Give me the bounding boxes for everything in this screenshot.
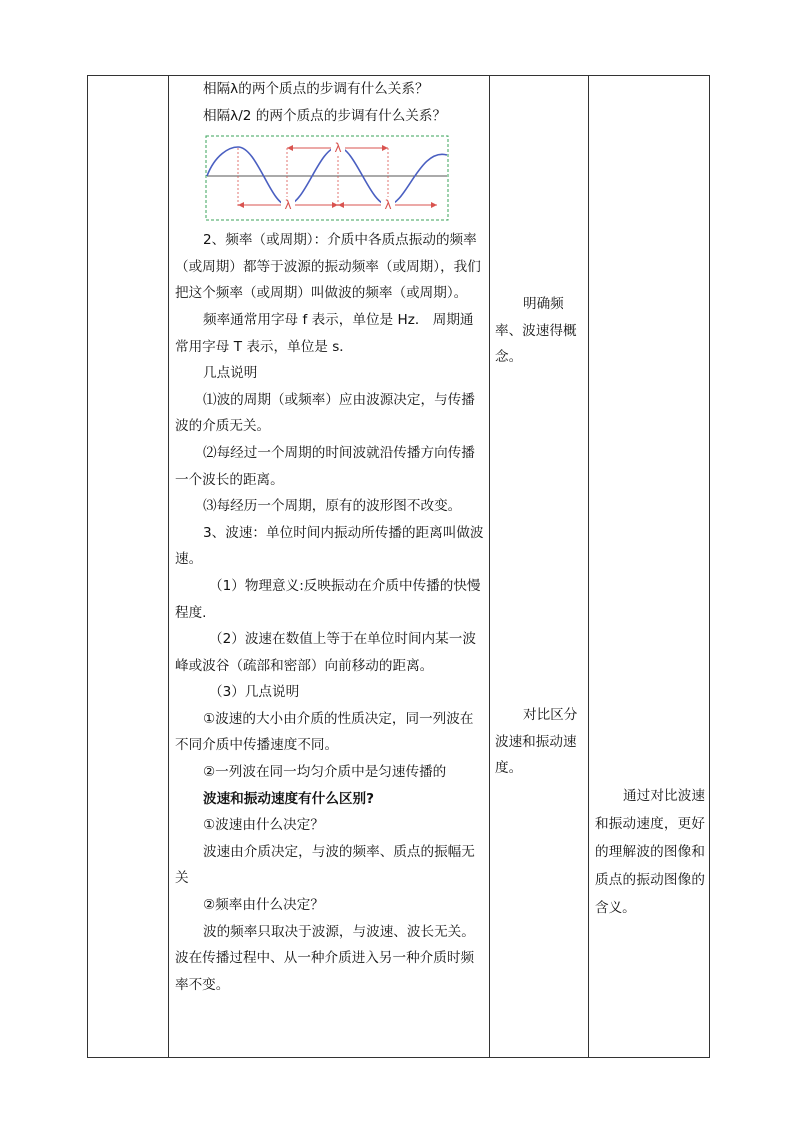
question-lambda: 相隔λ的两个质点的步调有什么关系？ <box>203 81 429 97</box>
wavelength-label-bottom-left: λ <box>284 198 292 213</box>
wavelength-label-bottom-right: λ <box>384 198 392 213</box>
teaching-content-cell <box>169 76 490 1058</box>
wave-speed-definition: 3、波速：单位时间内振动所传播的距离叫做波速。 <box>175 524 484 568</box>
sub-answer: 波的频率只取决于波源，与波速、波长无关。波在传播过程中、从一种介质进入另一种介质时频率不变。 <box>175 923 475 993</box>
frequency-units: 频率通常用字母 f 表示，单位是 Hz． 周期通常用字母 T 表示，单位是 s． <box>175 311 474 355</box>
lesson-table <box>87 75 710 1058</box>
wave-speed-value: （2）波速在数值上等于在单位时间内某一波峰或波谷（疏部和密部）向前移动的距离。 <box>175 631 476 674</box>
student-note-text: 对比区分波速和振动速度。 <box>495 707 578 777</box>
table-row <box>88 76 710 1058</box>
sub-question: ②频率由什么决定？ <box>203 897 324 914</box>
wave-diagram <box>205 135 451 223</box>
note-item: ⑵每经过一个周期的时间波就沿传播方向传播一个波长的距离。 <box>175 444 475 488</box>
speed-note-item: ②一列波在同一均匀介质中是匀速传播的 <box>203 764 447 781</box>
intent-note-text: 通过对比波速和振动速度，更好的理解波的图像和质点的振动图像的含义。 <box>595 788 705 916</box>
sub-question: ①波速由什么决定？ <box>203 817 324 834</box>
note-item: ⑶每经历一个周期，原有的波形图不改变。 <box>203 498 462 515</box>
student-note <box>495 702 584 782</box>
wavelength-label-top: λ <box>334 141 342 156</box>
note-item: ⑴波的周期（或频率）应由波源决定，与传播波的介质无关。 <box>175 391 475 435</box>
speed-notes-heading: （3）几点说明 <box>209 684 300 701</box>
student-note <box>495 291 584 371</box>
empty-stage-cell <box>88 76 169 1058</box>
design-intent-cell <box>589 76 710 1058</box>
student-note-text: 明确频率、波速得概念。 <box>495 296 577 366</box>
question-half-lambda: 相隔λ/2 的两个质点的步调有什么关系？ <box>203 107 447 124</box>
difference-question: 波速和振动速度有什么区别? <box>203 790 375 807</box>
frequency-definition: 2、频率（或周期）：介质中各质点振动的频率（或周期）都等于波源的振动频率（或周期），我们把这个频率（或周期）叫做波的频率（或周期）。 <box>175 232 481 302</box>
intent-note <box>595 782 705 922</box>
notes-heading: 几点说明 <box>203 365 258 382</box>
speed-note-item: ①波速的大小由介质的性质决定，同一列波在不同介质中传播速度不同。 <box>175 710 474 754</box>
wave-speed-meaning: （1）物理意义:反映振动在介质中传播的快慢程度. <box>175 577 481 621</box>
student-activity-cell <box>490 76 589 1058</box>
sub-answer: 波速由介质决定，与波的频率、质点的振幅无关 <box>175 843 475 887</box>
